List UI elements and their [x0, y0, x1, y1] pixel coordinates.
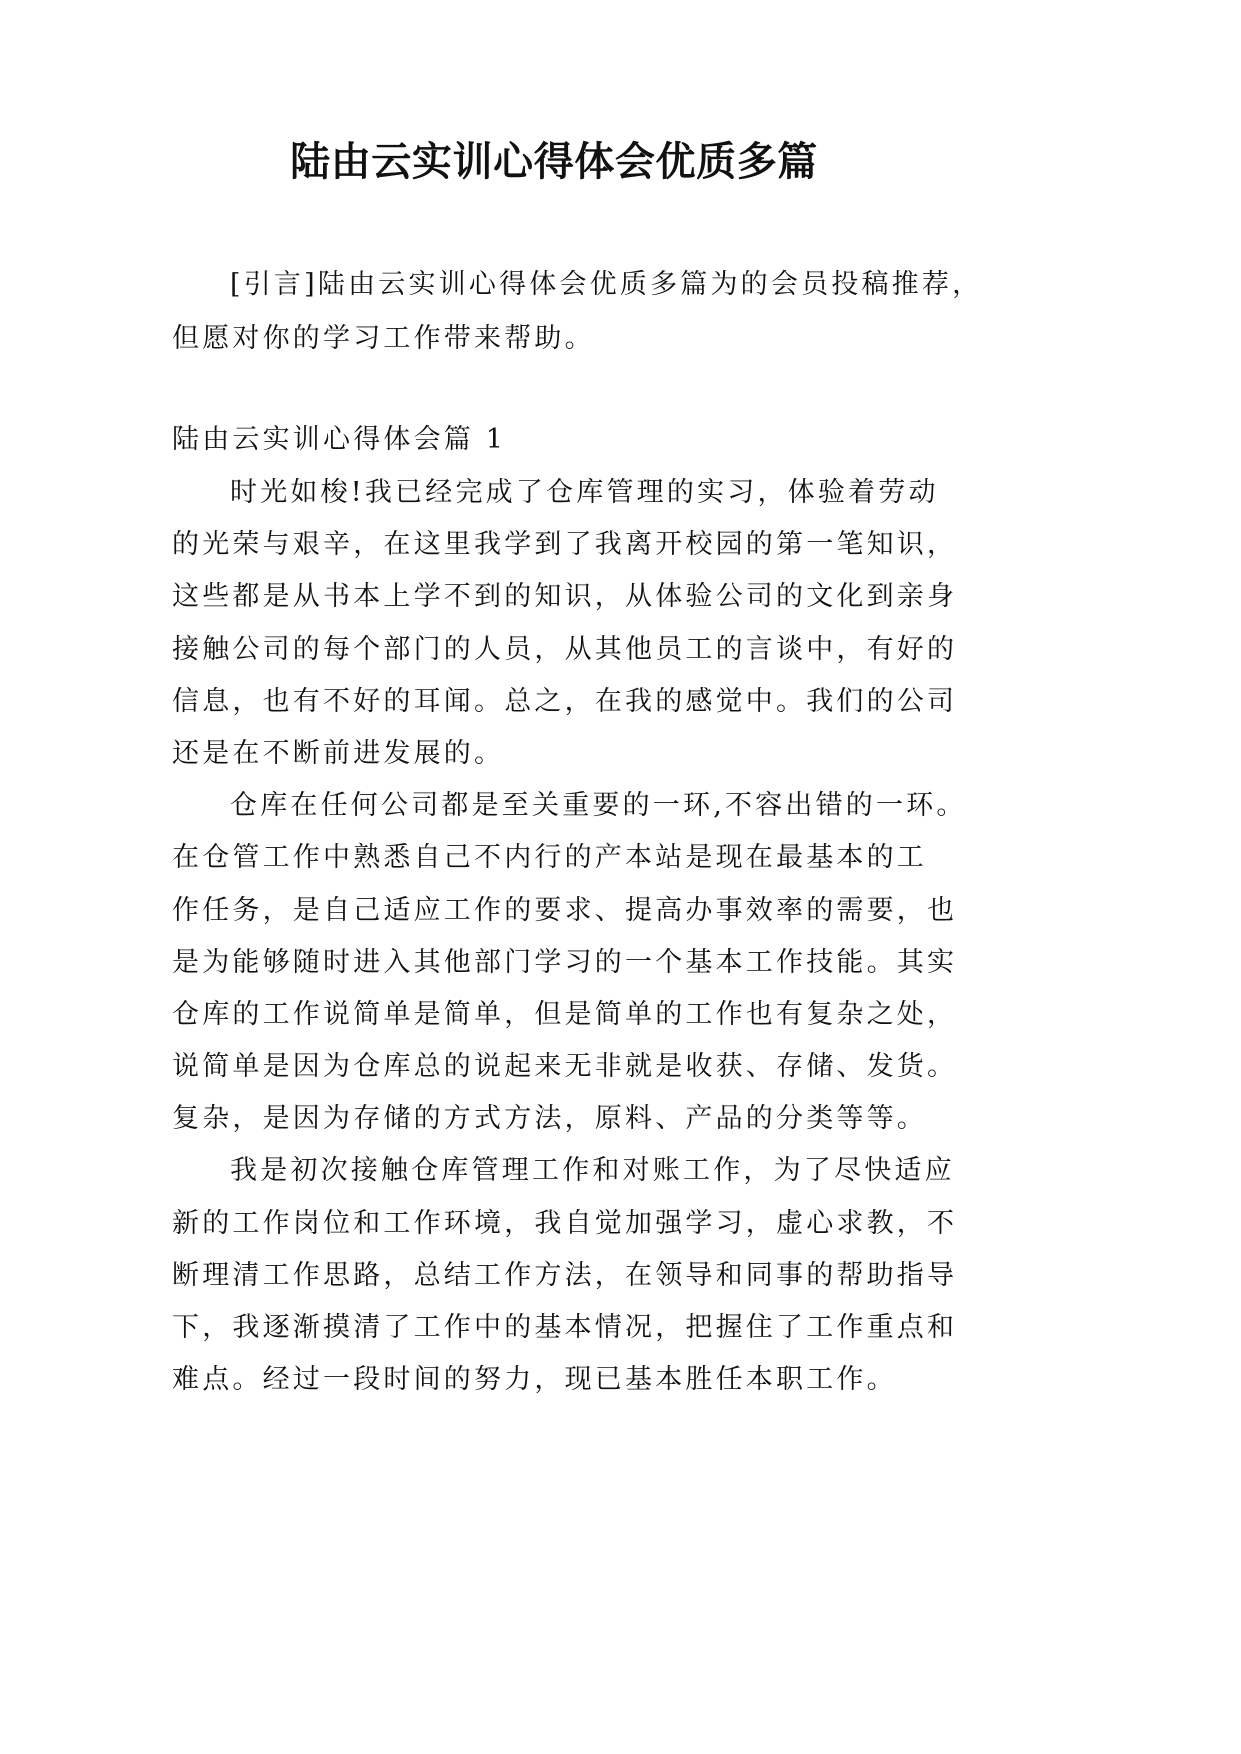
section-heading-text: 陆由云实训心得体会篇 1: [172, 424, 507, 455]
document-body: [172, 467, 967, 1406]
paragraph-line: 还是在不断前进发展的。: [172, 737, 505, 769]
paragraph-line: 说简单是因为仓库总的说起来无非就是收获、存储、发货。: [172, 1051, 958, 1083]
paragraph-line: 仓库在任何公司都是至关重要的一环,不容出错的一环。: [230, 790, 967, 822]
paragraph-line: 作任务，是自己适应工作的要求、提高办事效率的需要，也: [172, 894, 958, 926]
paragraph: [172, 780, 967, 1145]
paragraph-line: 的光荣与艰辛，在这里我学到了我离开校园的第一笔知识，: [172, 529, 958, 561]
paragraph-line: 是为能够随时进入其他部门学习的一个基本工作技能。其实: [172, 946, 958, 978]
paragraph-line: 复杂，是因为存储的方式方法，原料、产品的分类等等。: [172, 1103, 927, 1135]
section-heading: [172, 414, 962, 466]
intro-paragraph: [172, 258, 983, 366]
paragraph-line: 仓库的工作说简单是简单，但是简单的工作也有复杂之处，: [172, 998, 958, 1030]
paragraph-line: 我是初次接触仓库管理工作和对账工作，为了尽快适应: [230, 1155, 955, 1187]
paragraph-line: 难点。经过一段时间的努力，现已基本胜任本职工作。: [172, 1364, 897, 1396]
paragraph-line: 接触公司的每个部门的人员，从其他员工的言谈中，有好的: [172, 633, 958, 665]
paragraph-line: 信息，也有不好的耳闻。总之，在我的感觉中。我们的公司: [172, 685, 958, 717]
paragraph-line: 新的工作岗位和工作环境，我自觉加强学习，虚心求教，不: [172, 1207, 958, 1239]
document-title: 陆由云实训心得体会优质多篇: [290, 138, 818, 185]
paragraph-line: 在仓管工作中熟悉自己不内行的产本站是现在最基本的工: [172, 842, 927, 874]
paragraph: [172, 1145, 962, 1406]
paragraph-line: 断理清工作思路，总结工作方法，在领导和同事的帮助指导: [172, 1259, 958, 1291]
paragraph-line: 下，我逐渐摸清了工作中的基本情况，把握住了工作重点和: [172, 1312, 958, 1343]
intro-line: 但愿对你的学习工作带来帮助。: [172, 323, 595, 354]
paragraph: [172, 467, 962, 780]
intro-line: [引言]陆由云实训心得体会优质多篇为的会员投稿推荐，: [230, 269, 983, 300]
paragraph-line: 这些都是从书本上学不到的知识，从体验公司的文化到亲身: [172, 581, 958, 613]
paragraph-line: 时光如梭!我已经完成了仓库管理的实习，体验着劳动: [230, 477, 939, 508]
